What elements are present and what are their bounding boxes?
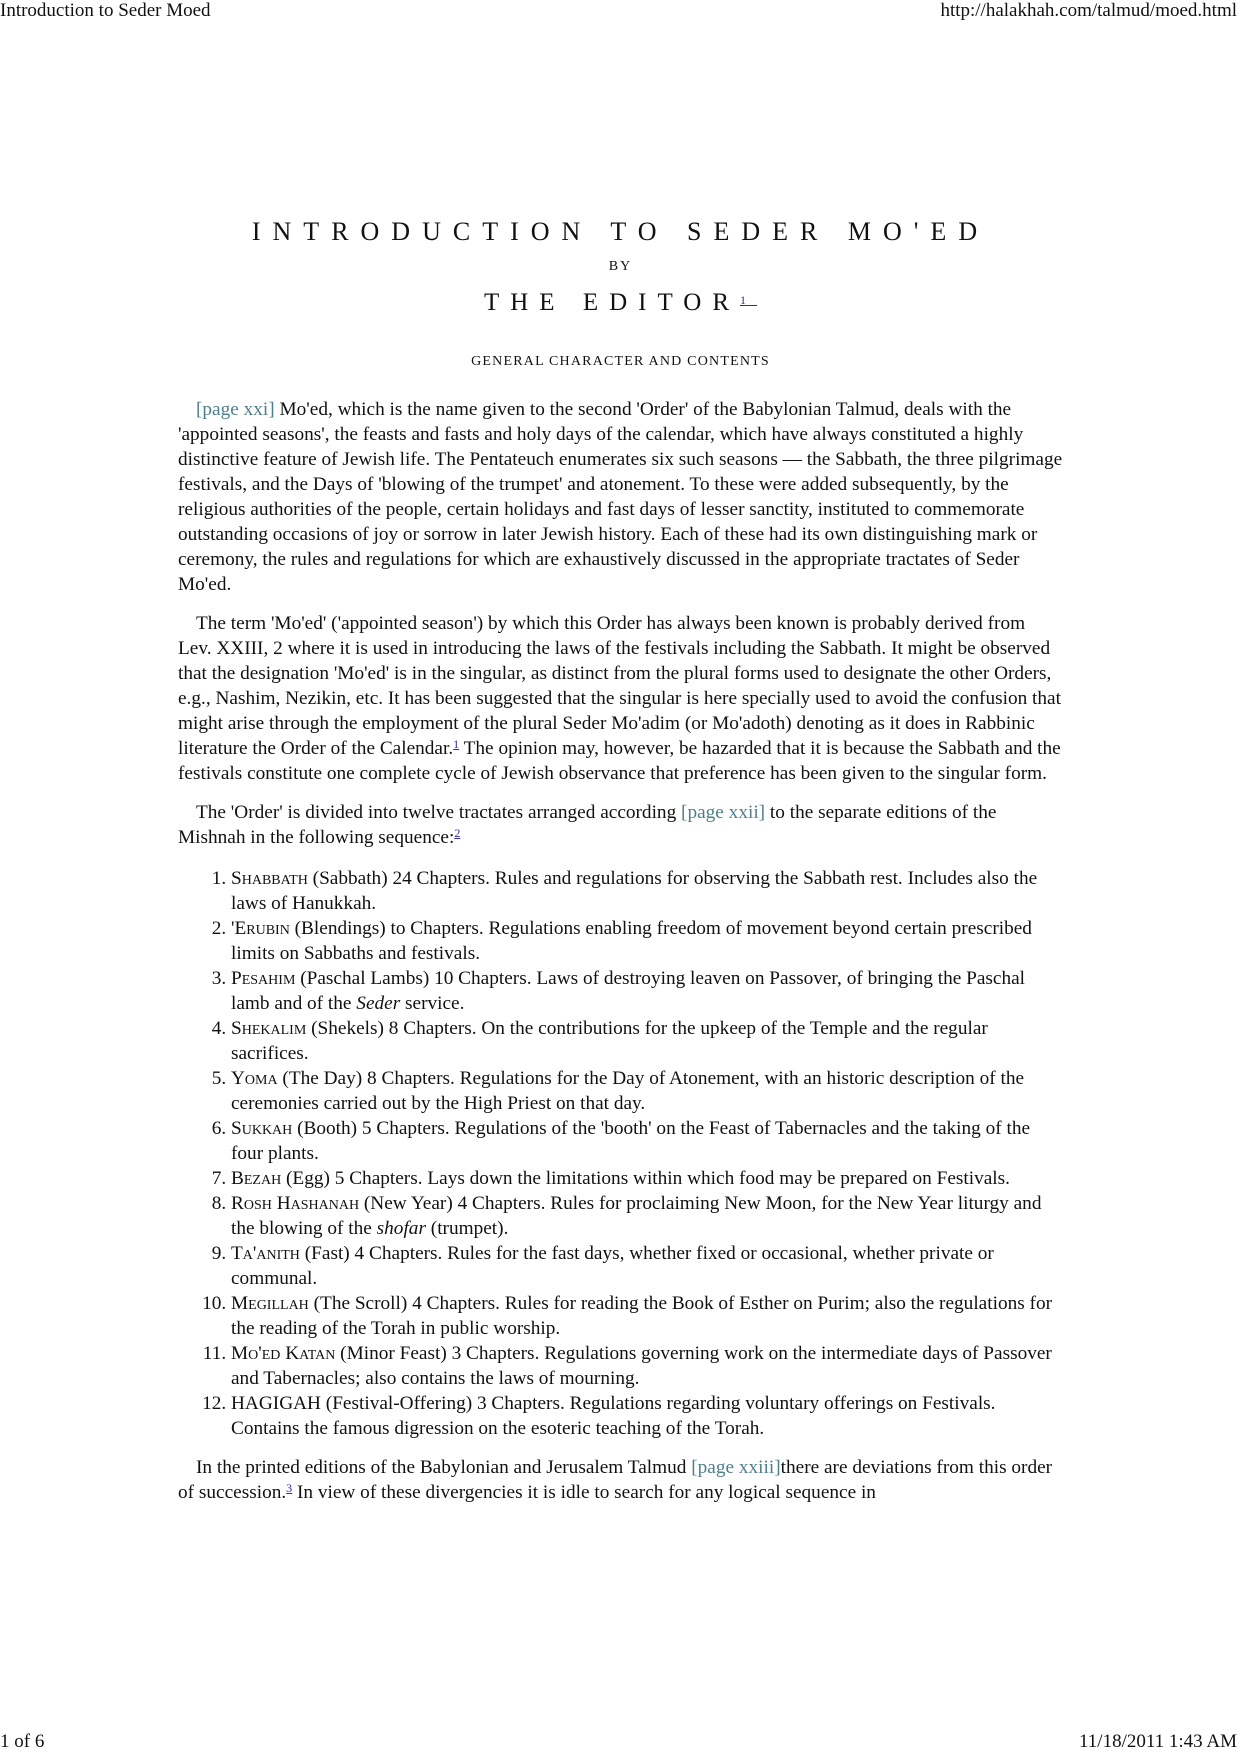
tractate-name: Shabbath xyxy=(231,868,308,889)
paragraph-text: Mo'ed, which is the name given to the second 'Order' of the Babylonian Talmud, deals with the 'appointed seasons', the feasts and fasts and holy days of the calendar, which have always constituted a highly distinctive feature of Jewish life. The Pentateuch enumerates six such seasons — the Sabbath, the three pilgrimage festivals, and the Days of 'blowing of the trumpet' and atonement. To these were added subsequently, by the religious authorities of the people, certain holidays and fast days of lesser sanctity, instituted to commemorate outstanding occasions of joy or sorrow in later Jewish history. Each of these had its own distinguishing mark or ceremony, the rules and regulations for which are exhaustively discussed in the appropriate tractates of Seder Mo'ed. xyxy=(178,399,1063,595)
tractate-item xyxy=(231,966,1063,1016)
tractate-name: Pesahim xyxy=(231,968,296,989)
tractate-description: (Blendings) to Chapters. Regulations enabling freedom of movement beyond certain prescribed limits on Sabbaths and festivals. xyxy=(231,918,1032,964)
tractate-description: (The Scroll) 4 Chapters. Rules for reading the Book of Esther on Purim; also the regulations for the reading of the Torah in public worship. xyxy=(231,1293,1053,1339)
tractate-name: 'Erubin xyxy=(231,918,290,939)
tractate-description: (Paschal Lambs) 10 Chapters. Laws of destroying leaven on Passover, of bringing the Paschal lamb and of the xyxy=(231,968,1026,1014)
page-reference-link[interactable]: [page xxii] xyxy=(681,802,766,823)
tractate-item xyxy=(231,1191,1063,1241)
footnote-link[interactable]: 1 xyxy=(453,737,460,751)
tractate-description: (Booth) 5 Chapters. Regulations of the 'booth' on the Feast of Tabernacles and the taking of the four plants. xyxy=(231,1118,1031,1164)
tractate-item xyxy=(231,916,1063,966)
paragraph xyxy=(178,611,1063,786)
paragraph-text: In the printed editions of the Babylonian and Jerusalem Talmud xyxy=(196,1457,692,1478)
page-header-url: http://halakhah.com/talmud/moed.html xyxy=(940,0,1237,21)
tractate-item xyxy=(231,1241,1063,1291)
tractate-italic-term: Seder xyxy=(356,993,401,1014)
tractate-item xyxy=(231,1291,1063,1341)
tractate-name: Yoma xyxy=(231,1068,278,1089)
tractate-name: HAGIGAH xyxy=(231,1393,321,1414)
article-body xyxy=(178,397,1063,1519)
tractate-italic-term: shofar xyxy=(376,1218,426,1239)
paragraph-text: to the separate editions of the Mishnah in the following sequence: xyxy=(178,802,997,848)
tractate-item xyxy=(231,866,1063,916)
tractate-name: Rosh Hashanah xyxy=(231,1193,360,1214)
paragraph xyxy=(178,1455,1063,1505)
paragraph-text: The opinion may, however, be hazarded that it is because the Sabbath and the festivals constitute one complete cycle of Jewish observance that preference has been given to the singular form. xyxy=(178,738,1061,784)
paragraph xyxy=(178,800,1063,850)
tractate-description: (Sabbath) 24 Chapters. Rules and regulations for observing the Sabbath rest. Includes also the laws of Hanukkah. xyxy=(231,868,1038,914)
author-name: THE EDITOR xyxy=(483,289,741,316)
paragraph-text: The term 'Mo'ed' ('appointed season') by which this Order has always been known is probably derived from Lev. XXIII, 2 where it is used in introducing the laws of the festivals including the Sabbath. It might be observed that the designation 'Mo'ed' is in the singular, as distinct from the plural forms used to designate the other Orders, e.g., Nashim, Nezikin, etc. It has been suggested that the singular is here specially used to avoid the confusion that might arise through the employment of the plural Seder Mo'adim (or Mo'adoth) denoting as it does in Rabbinic literature the Order of the Calendar. xyxy=(178,613,1061,759)
tractate-description: (The Day) 8 Chapters. Regulations for the Day of Atonement, with an historic description of the ceremonies carried out by the High Priest on that day. xyxy=(231,1068,1025,1114)
tractate-item xyxy=(231,1391,1063,1441)
page-header-title: Introduction to Seder Moed xyxy=(0,0,211,21)
tractate-description: (Minor Feast) 3 Chapters. Regulations governing work on the intermediate days of Passover and Tabernacles; also contains the laws of mourning. xyxy=(231,1343,1052,1389)
footnote-link[interactable]: 1 xyxy=(740,293,758,307)
page-counter: 1 of 6 xyxy=(0,1731,45,1752)
footnote-link[interactable]: 2 xyxy=(454,826,461,840)
document-title: INTRODUCTION TO SEDER MO'ED xyxy=(251,217,990,246)
tractate-item xyxy=(231,1016,1063,1066)
page-reference-link[interactable]: [page xxiii] xyxy=(691,1457,781,1478)
tractate-name: Bezah xyxy=(231,1168,282,1189)
tractate-name: Ta'anith xyxy=(231,1243,300,1264)
paragraph xyxy=(178,397,1063,597)
tractate-name: Sukkah xyxy=(231,1118,293,1139)
tractate-item xyxy=(231,1066,1063,1116)
tractate-name: Shekalim xyxy=(231,1018,307,1039)
paragraph-text: there are deviations from this order of succession. xyxy=(178,1457,1053,1503)
tractate-description: (Fast) 4 Chapters. Rules for the fast days, whether fixed or occasional, whether private or communal. xyxy=(231,1243,994,1289)
tractate-description: (New Year) 4 Chapters. Rules for proclaiming New Moon, for the New Year liturgy and the blowing of the xyxy=(231,1193,1042,1239)
tractate-description: (Egg) 5 Chapters. Lays down the limitations within which food may be prepared on Festivals. xyxy=(281,1168,1010,1189)
author-line xyxy=(178,288,1063,318)
tractate-item xyxy=(231,1116,1063,1166)
tractate-list xyxy=(178,866,1063,1441)
paragraph-text: The 'Order' is divided into twelve tractates arranged according xyxy=(196,802,682,823)
tractate-item xyxy=(231,1166,1063,1191)
footnote-link[interactable]: 3 xyxy=(286,1481,293,1495)
tractate-name: Mo'ed Katan xyxy=(231,1343,336,1364)
tractate-item xyxy=(231,1341,1063,1391)
tractate-name: Megillah xyxy=(231,1293,309,1314)
byline: BY xyxy=(608,259,633,274)
tractate-description: (Festival-Offering) 3 Chapters. Regulations regarding voluntary offerings on Festivals. Contains the famous digression on the esoteric teaching of the Torah. xyxy=(231,1393,996,1439)
tractate-description: (Shekels) 8 Chapters. On the contributions for the upkeep of the Temple and the regular sacrifices. xyxy=(231,1018,988,1064)
tractate-description: service. xyxy=(400,993,465,1014)
section-title: GENERAL CHARACTER AND CONTENTS xyxy=(471,354,770,369)
paragraph-text: In view of these divergencies it is idle to search for any logical sequence in xyxy=(292,1482,876,1503)
print-timestamp: 11/18/2011 1:43 AM xyxy=(1079,1731,1237,1752)
page-reference-link[interactable]: [page xxi] xyxy=(196,399,275,420)
tractate-description: (trumpet). xyxy=(425,1218,509,1239)
